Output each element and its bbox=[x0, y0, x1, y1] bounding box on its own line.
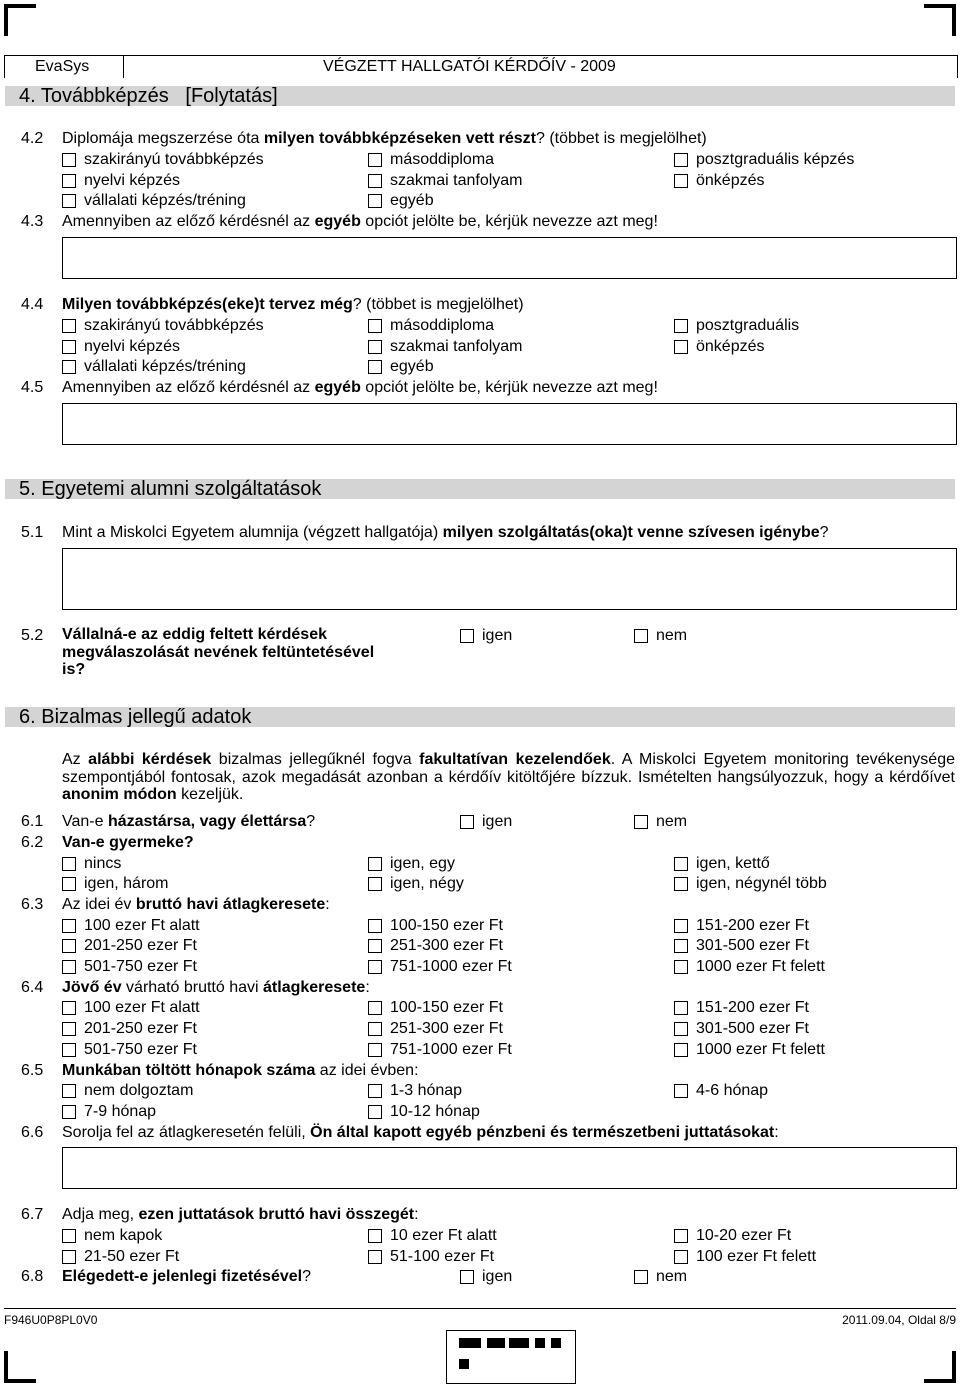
question-number: 5.2 bbox=[21, 627, 44, 644]
checkbox[interactable] bbox=[62, 1043, 76, 1057]
question-6-6-text: Sorolja fel az átlagkeresetén felüli, Ön által kapott egyéb pénzbeni és természetbeni juttatásokat: bbox=[62, 1124, 779, 1141]
checkbox[interactable] bbox=[62, 857, 76, 871]
answer-text-box[interactable] bbox=[62, 1147, 957, 1189]
question-5-2-text: Vállalná-e az eddig feltett kérdések megválaszolását nevének feltüntetésével is? bbox=[62, 626, 375, 678]
section-5-header bbox=[5, 479, 955, 499]
checkbox[interactable] bbox=[368, 1001, 382, 1015]
checkbox[interactable] bbox=[62, 1022, 76, 1036]
checkbox[interactable] bbox=[368, 1022, 382, 1036]
checkbox[interactable] bbox=[460, 629, 474, 643]
checkbox[interactable] bbox=[674, 340, 688, 354]
checkbox[interactable] bbox=[368, 1229, 382, 1243]
checkbox[interactable] bbox=[674, 960, 688, 974]
question-6-5-text: Munkában töltött hónapok száma az idei évben: bbox=[62, 1062, 419, 1079]
checkbox[interactable] bbox=[368, 939, 382, 953]
scan-code-box bbox=[446, 1330, 576, 1384]
question-4-2-text: Diplomája megszerzése óta milyen továbbképzéseken vett részt? (többet is megjelölhet) bbox=[62, 130, 707, 147]
checkbox[interactable] bbox=[62, 919, 76, 933]
answer-text-box[interactable] bbox=[62, 237, 957, 279]
checkbox[interactable] bbox=[368, 153, 382, 167]
checkbox[interactable] bbox=[62, 174, 76, 188]
question-6-7-text: Adja meg, ezen juttatások bruttó havi összegét: bbox=[62, 1206, 419, 1223]
question-number: 6.6 bbox=[21, 1124, 44, 1141]
checkbox[interactable] bbox=[674, 1250, 688, 1264]
checkbox[interactable] bbox=[368, 857, 382, 871]
checkbox[interactable] bbox=[368, 319, 382, 333]
scan-mark bbox=[459, 1359, 469, 1369]
checkbox[interactable] bbox=[674, 153, 688, 167]
checkbox[interactable] bbox=[674, 919, 688, 933]
question-4-4-text: Milyen továbbképzés(eke)t tervez még? (többet is megjelölhet) bbox=[62, 296, 524, 313]
question-number: 4.3 bbox=[21, 213, 44, 230]
checkbox[interactable] bbox=[368, 174, 382, 188]
checkbox[interactable] bbox=[674, 1229, 688, 1243]
checkbox[interactable] bbox=[460, 1270, 474, 1284]
scan-mark bbox=[487, 1338, 505, 1348]
checkbox[interactable] bbox=[368, 1084, 382, 1098]
question-number: 5.1 bbox=[21, 524, 44, 541]
scan-mark bbox=[509, 1338, 529, 1348]
corner-mark-top-left bbox=[4, 4, 36, 36]
checkbox[interactable] bbox=[62, 960, 76, 974]
page-number: 2011.09.04, Oldal 8/9 bbox=[842, 1313, 956, 1327]
checkbox[interactable] bbox=[460, 815, 474, 829]
checkbox[interactable] bbox=[674, 1001, 688, 1015]
checkbox[interactable] bbox=[368, 360, 382, 374]
question-number: 6.4 bbox=[21, 979, 44, 996]
checkbox[interactable] bbox=[674, 1084, 688, 1098]
form-header bbox=[4, 55, 958, 78]
checkbox[interactable] bbox=[62, 1105, 76, 1119]
question-6-3-text: Az idei év bruttó havi átlagkeresete: bbox=[62, 896, 330, 913]
section-6-header bbox=[5, 707, 955, 727]
question-6-8-text: Elégedett-e jelenlegi fizetésével? bbox=[62, 1268, 311, 1285]
checkbox[interactable] bbox=[674, 1022, 688, 1036]
section-title: 6. Bizalmas jellegű adatok bbox=[19, 706, 252, 728]
section-title: 4. Továbbképzés [Folytatás] bbox=[19, 85, 278, 107]
checkbox[interactable] bbox=[634, 629, 648, 643]
checkbox[interactable] bbox=[62, 939, 76, 953]
app-name: EvaSys bbox=[35, 58, 90, 75]
checkbox[interactable] bbox=[368, 194, 382, 208]
checkbox[interactable] bbox=[368, 1250, 382, 1264]
confidentiality-notice: Az alábbi kérdések bizalmas jellegűknél fogva fakultatívan kezelendőek. A Miskolci Egyetem monitoring tevékenysége szempontjából fontosak, azok megadását azonban a kérdőív kitöltőjére bízzuk. Ismételten hangsúlyozzuk, hogy a kérdőívet anonim módon kezeljük. bbox=[62, 751, 955, 803]
question-number: 6.7 bbox=[21, 1206, 44, 1223]
checkbox[interactable] bbox=[674, 319, 688, 333]
question-number: 6.3 bbox=[21, 896, 44, 913]
checkbox[interactable] bbox=[62, 360, 76, 374]
question-6-2-text: Van-e gyermeke? bbox=[62, 834, 194, 851]
checkbox[interactable] bbox=[634, 815, 648, 829]
checkbox[interactable] bbox=[62, 153, 76, 167]
question-number: 4.4 bbox=[21, 296, 44, 313]
scan-mark bbox=[551, 1338, 561, 1348]
header-divider bbox=[123, 56, 124, 78]
answer-text-box[interactable] bbox=[62, 403, 957, 445]
question-number: 6.1 bbox=[21, 813, 44, 830]
scan-mark bbox=[535, 1338, 545, 1348]
checkbox[interactable] bbox=[62, 1001, 76, 1015]
checkbox[interactable] bbox=[62, 194, 76, 208]
corner-mark-top-right bbox=[924, 4, 956, 36]
form-title: VÉGZETT HALLGATÓI KÉRDŐÍV - 2009 bbox=[323, 58, 616, 75]
question-number: 6.8 bbox=[21, 1268, 44, 1285]
checkbox[interactable] bbox=[368, 1043, 382, 1057]
checkbox[interactable] bbox=[62, 340, 76, 354]
section-title: 5. Egyetemi alumni szolgáltatások bbox=[19, 478, 322, 500]
corner-mark-bottom-right bbox=[924, 1351, 956, 1383]
footer-rule bbox=[4, 1308, 956, 1309]
checkbox[interactable] bbox=[674, 877, 688, 891]
section-4-header bbox=[5, 86, 955, 106]
question-4-3-text: Amennyiben az előző kérdésnél az egyéb opciót jelölte be, kérjük nevezze azt meg! bbox=[62, 213, 658, 230]
question-number: 4.5 bbox=[21, 379, 44, 396]
checkbox[interactable] bbox=[368, 340, 382, 354]
checkbox[interactable] bbox=[62, 877, 76, 891]
checkbox[interactable] bbox=[674, 939, 688, 953]
checkbox[interactable] bbox=[368, 1105, 382, 1119]
checkbox[interactable] bbox=[368, 960, 382, 974]
checkbox[interactable] bbox=[674, 174, 688, 188]
form-code: F946U0P8PL0V0 bbox=[4, 1313, 98, 1327]
scan-mark bbox=[459, 1338, 481, 1348]
checkbox[interactable] bbox=[674, 1043, 688, 1057]
checkbox[interactable] bbox=[674, 857, 688, 871]
checkbox[interactable] bbox=[634, 1270, 648, 1284]
checkbox[interactable] bbox=[62, 1084, 76, 1098]
question-number: 6.2 bbox=[21, 834, 44, 851]
question-5-1-text: Mint a Miskolci Egyetem alumnija (végzett hallgatója) milyen szolgáltatás(oka)t venne szívesen igénybe? bbox=[62, 524, 829, 541]
question-number: 6.5 bbox=[21, 1062, 44, 1079]
question-6-4-text: Jövő év várható bruttó havi átlagkeresete: bbox=[62, 979, 370, 996]
checkbox[interactable] bbox=[62, 319, 76, 333]
question-4-5-text: Amennyiben az előző kérdésnél az egyéb opciót jelölte be, kérjük nevezze azt meg! bbox=[62, 379, 658, 396]
corner-mark-bottom-left bbox=[4, 1351, 36, 1383]
checkbox[interactable] bbox=[62, 1250, 76, 1264]
answer-text-box[interactable] bbox=[62, 548, 957, 610]
question-number: 4.2 bbox=[21, 130, 44, 147]
question-6-1-text: Van-e házastársa, vagy élettársa? bbox=[62, 813, 316, 830]
checkbox[interactable] bbox=[62, 1229, 76, 1243]
checkbox[interactable] bbox=[368, 877, 382, 891]
checkbox[interactable] bbox=[368, 919, 382, 933]
